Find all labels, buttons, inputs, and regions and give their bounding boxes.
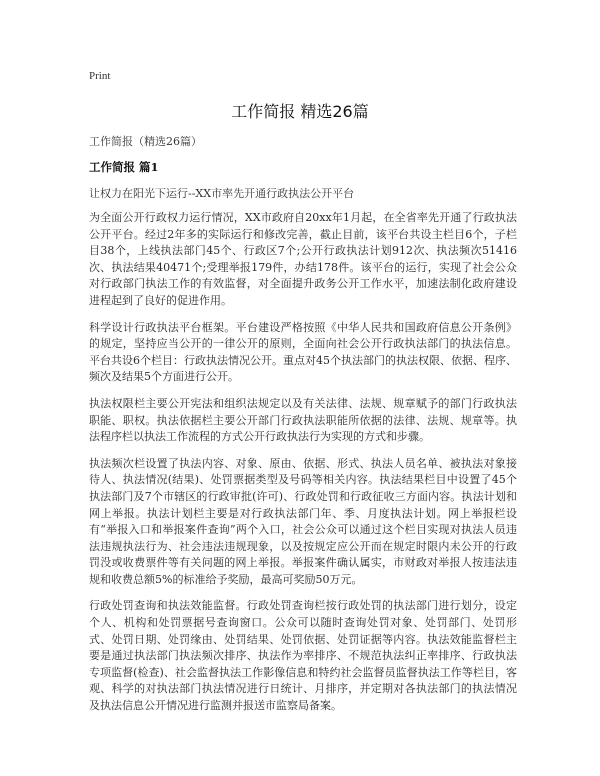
section-heading: 工作简报 篇1 (89, 160, 159, 174)
paragraph: 行政处罚查询和执法效能监督。行政处罚查询栏按行政处罚的执法部门进行划分，设定个人、机构和处罚票据号查询窗口。公众可以随时查询处罚对象、处罚部门、处罚形式、处罚日期、处罚缘由、处罚结果、处罚依据、处罚证据等内容。执法效能监督栏主要是通过执法部门执法频次排序、执法作为率排序、不规范执法纠正率排序、行政执法专项监督(检查)、社会监督执法工作影像信息和特约社会监督员监督执法工作等栏目，客观、科学的对执法部门执法情况进行日统计、月排序，并定期对各执法部门的执法情况及执法信息公开情况进行监测并报送市监察局备案。 (89, 599, 517, 713)
page-title: 工作简报 精选26篇 (231, 102, 369, 121)
article-headline: 让权力在阳光下运行--XX市率先开通行政执法公开平台 (89, 187, 355, 200)
paragraph: 科学设计行政执法平台框架。平台建设严格按照《中华人民共和国政府信息公开条例》的规定，坚持应当公开的一律公开的原则，全面向社会公开行政执法部门的执法信息。平台共设6个栏目：行政执法情况公开。重点对45个执法部门的执法权限、依据、程序、频次及结果5个方面进行公开。 (89, 320, 517, 384)
document-subtitle: 工作简报（精选26篇） (89, 135, 202, 148)
paragraph: 为全面公开行政权力运行情况，XX市政府自20xx年1月起，在全省率先开通了行政执法公开平台。经过2年多的实际运行和修改完善，截止目前，该平台共设主栏目6个，子栏目38个，上线执法部门45个、行政区7个;公开行政执法计划912次、执法频次51416次、执法结果40471个;受理举报179件，办结178件。该平台的运行，实现了社会公众对行政部门执法工作的有效监督，对全面提升政务公开工作水平，加速法制化政府建设进程起到了良好的促进作用。 (89, 211, 517, 307)
print-link[interactable]: Print (89, 70, 111, 82)
article-body (89, 210, 517, 725)
paragraph: 执法权限栏主要公开宪法和组织法规定以及有关法律、法规、规章赋予的部门行政执法职能、职权。执法依据栏主要公开部门行政执法职能所依据的法律、法规、规章等。执法程序栏以执法工作流程的方式公开行政执法行为实现的方式和步骤。 (89, 396, 517, 444)
paragraph: 执法频次栏设置了执法内容、对象、原由、依据、形式、执法人员名单、被执法对象接待人、执法情况(结果)、处罚票据类型及号码等相关内容。执法结果栏目中设置了45个执法部门及7个市辖区的行政审批(许可)、行政处罚和行政征收三方面内容。执法计划和网上举报。执法计划栏主要是对行政执法部门年、季、月度执法计划。网上举报栏设有“举报入口和举报案件查询”两个入口，社会公众可以通过这个栏目实现对执法人员违法违规执法行为、社会违法违规现象，以及按规定应公开而在规定时限内未公开的行政罚没或收费票件等有关问题的网上举报。举报案件确认属实，市财政对举报人按违法违规和收费总额5%的标准给予奖励，最高可奖励50万元。 (89, 456, 517, 586)
